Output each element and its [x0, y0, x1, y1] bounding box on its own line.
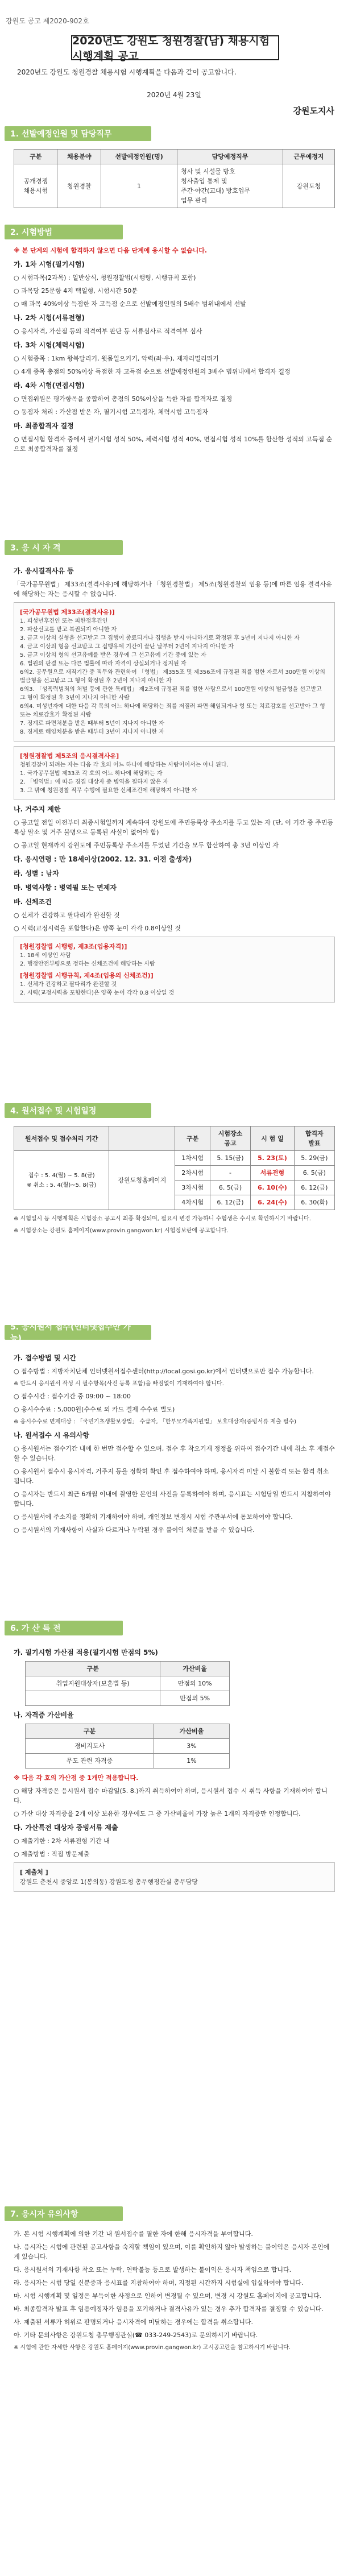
box-line: 2. 시력(교정시력을 포함한다)은 양쪽 눈이 각각 0.8 이상일 것 — [20, 990, 175, 996]
s6-ttl2: 나. 자격증 가산비율 — [14, 1711, 74, 1719]
bonus-line-4: ○ 제출방법 : 직접 방문제출 — [14, 1850, 90, 1858]
th: 시험장소 공고 — [210, 1127, 250, 1151]
notice-item: 마. 시험 시행계획 및 일정은 부득이한 사정으로 인하여 변경될 수 있으며, 변경 시 강원도 홈페이지에 공고합니다. — [14, 2292, 322, 2300]
s5-a2c: ○ 응시자는 반드시 최근 6개월 이내에 촬영한 본인의 사진을 등록하여야 하며, 응시표는 시험당일 반드시 지참하여야 합니다. — [14, 1490, 331, 1508]
cell: 취업지원대상자(보훈법 등) — [26, 1676, 160, 1691]
box-title: [국가공무원법 제33조(결격사유)] — [20, 608, 115, 616]
cell: 2차시험 — [175, 1166, 210, 1181]
s3-ttl5: 마. 병역사항 : 병역필 또는 면제자 — [14, 884, 117, 892]
cell: 청사 및 시설물 방호 청사출입 통제 및 주간·야간(교대) 방호업무 업무 관리 — [177, 164, 283, 208]
cell: - — [210, 1166, 250, 1181]
bonus-table-1 — [25, 1661, 230, 1706]
section-1-body — [14, 149, 335, 208]
section-2-body — [14, 246, 335, 457]
s5-ttl2: 나. 원서접수 시 유의사항 — [14, 1431, 90, 1439]
cell: 1% — [154, 1754, 230, 1769]
th: 채용분야 — [57, 150, 101, 164]
section-5-body — [14, 1349, 335, 1538]
th: 구분 — [26, 1662, 160, 1676]
cell: 6. 12(금) — [210, 1195, 250, 1210]
s3-ttl3: 다. 응시연령 : 만 18세이상(2002. 12. 31. 이전 출생자) — [14, 855, 192, 863]
step1-b: ○ 과목당 25문항 4지 택일형, 시험시간 50분 — [14, 287, 138, 295]
section-4-title: 4. 원서접수 및 시험일정 — [10, 1107, 97, 1116]
box-line: 1. 18세 이상인 사람 — [20, 952, 71, 959]
step2-a: ○ 응시자격, 가산점 등의 적격여부 판단 등 서류심사로 적격여부 심사 — [14, 328, 202, 335]
notice-item: 라. 응시자는 시험 당일 신분증과 응시표를 지참하여야 하며, 지정된 시간까지 시험실에 입실하여야 합니다. — [14, 2279, 304, 2287]
cell: 청원경찰 — [57, 164, 101, 208]
cell: 4차시험 — [175, 1195, 210, 1210]
th: 선발예정인원(명) — [101, 150, 177, 164]
section-6-header — [5, 1621, 123, 1635]
box-line: 5. 금고 이상의 형의 선고유예를 받은 경우에 그 선고유예 기간 중에 있는 자 — [20, 652, 206, 659]
step3-title: 다. 3차 시험(체력시험) — [14, 341, 85, 349]
cell: 6. 12(금) — [294, 1181, 334, 1195]
box-line: 3. 그 밖에 청원경찰 직무 수행에 필요한 신체조건에 해당하지 아니한 자 — [20, 788, 197, 794]
box-line: 2. 행정안전부령으로 정하는 신체조건에 해당하는 사람 — [20, 961, 155, 967]
step4-title: 라. 4차 시험(면접시험) — [14, 382, 85, 390]
section-1-title: 1. 선발예정인원 및 담당직무 — [10, 130, 112, 139]
cell: 5. 29(금) — [294, 1151, 334, 1166]
disqualification-box — [14, 602, 335, 742]
s5-a1c: ○ 접수시간 : 접수기간 중 09:00 ~ 18:00 — [14, 1393, 131, 1400]
table-row — [26, 1739, 230, 1754]
document-title-text: 2020년도 강원도 청원경찰(남) 채용시험 시행계획 공고 — [72, 35, 270, 63]
cell: 6. 10(수) — [251, 1181, 295, 1195]
section-7-body — [14, 2229, 335, 2355]
s3-ttl6: 바. 신체조건 — [14, 898, 52, 906]
th: 구분 — [26, 1724, 154, 1739]
cell — [26, 1691, 160, 1706]
submission-box — [14, 1862, 335, 1892]
notice-no: 제2020-902호 — [43, 17, 89, 25]
box-line: 6의3. 「성폭력범죄의 처벌 등에 관한 특례법」 제2조에 규정된 죄를 범한 사람으로서 100만원 이상의 벌금형을 선고받고 그 형이 확정된 후 3년이 지나지 아니한 사람 — [20, 686, 322, 701]
s5-a2e: ○ 응시원서의 기재사항이 사실과 다르거나 누락된 경우 불이익 처분을 받을 수 있습니다. — [14, 1526, 255, 1534]
submission-box-title: [ 제출처 ] — [20, 1869, 48, 1876]
cell: 5. 23(토) — [251, 1151, 295, 1166]
final-a: ○ 면접시험 합격자 중에서 필기시험 성적 50%, 체력시험 성적 40%, 면접시험 성적 10%를 합산한 성적의 고득점 순으로 최종합격자를 결정 — [14, 436, 333, 453]
cell: 경비지도사 — [26, 1739, 154, 1754]
schedule-table-header — [14, 1127, 335, 1151]
section-7-header — [5, 2206, 123, 2221]
th: 원서접수 및 접수처리 기간 — [14, 1127, 109, 1151]
bonus-line-1: ○ 해당 자격증은 응시원서 접수 마감일(5. 8.)까지 취득하여야 하며, 응시원서 접수 시 취득 사항을 기재하여야 합니다. — [14, 1787, 328, 1804]
bonus-warning: ※ 다음 각 호의 가산점 중 1개만 적용합니다. — [14, 1774, 139, 1782]
th: 가산비율 — [160, 1662, 230, 1676]
step3-b: ○ 4개 종목 총점의 50%이상 득점한 자 고득점 순으로 선발예정인원의 3배수 범위내에서 합격자 결정 — [14, 368, 291, 375]
th: 근무예정지 — [283, 150, 334, 164]
step4-b: ○ 동점자 처리 : 가산점 받은 자, 필기시험 고득점자, 체력시험 고득점자 — [14, 408, 209, 416]
th: 시 험 일 — [251, 1127, 295, 1151]
s3-a6b: ○ 시력(교정시력을 포함한다)은 양쪽 눈이 각각 0.8이상일 것 — [14, 925, 181, 932]
s5-a2d: ○ 응시원서에 주소지를 정확히 기재하여야 하며, 개인정보 변경시 시험 주관부서에 통보하여야 합니다. — [14, 1513, 293, 1521]
notice-prefix: 강원도 공고 — [6, 17, 41, 25]
cell: 5. 15(금) — [210, 1151, 250, 1166]
th — [109, 1127, 175, 1151]
s5-a1b: ※ 반드시 응시원서 작성 시 필수항목(사진 등록 포함)을 빠짐없이 기재하여야 합니다. — [14, 1381, 224, 1387]
section-3-header — [5, 540, 123, 555]
final-title: 마. 최종합격자 결정 — [14, 422, 74, 430]
guard-law-box — [14, 746, 335, 800]
cell: 무도 관련 자격증 — [26, 1754, 154, 1769]
s5-a1e: ※ 응시수수료 면제대상 : 「국민기초생활보장법」 수급자, 「한부모가족지원법」 보호대상자(증빙서류 제출 필수) — [14, 1419, 297, 1425]
table-row — [26, 1676, 230, 1691]
bonus-line-2: ○ 가산 대상 자격증을 2개 이상 보유한 경우에도 그 중 가산비율이 가장 높은 1개의 자격증만 인정합니다. — [14, 1810, 301, 1817]
table-row — [26, 1691, 230, 1706]
s3-a1: 「국가공무원법」 제33조(결격사유)에 해당하거나 「청원경찰법」 제5조(청원경찰의 임용 등)에 따른 임용 결격사유에 해당하는 자는 응시할 수 없습니다. — [14, 581, 332, 598]
cell: 만점의 10% — [160, 1676, 230, 1691]
s3-ttl2: 나. 거주지 제한 — [14, 805, 61, 813]
s5-a2b: ○ 응시원서 접수시 응시자격, 거주지 등을 정확히 확인 후 접수하여야 하며, 응시자격 미달 시 불합격 또는 합격 취소 됩니다. — [14, 1468, 329, 1485]
s3-a2b: ○ 공고일 현재까지 강원도에 주민등록상 주소지를 두었던 기간을 모두 합산하여 총 3년 이상인 자 — [14, 842, 279, 849]
section-5-header — [5, 1323, 151, 1343]
notice-date: 2020년 4월 23일 — [147, 91, 201, 99]
exam-note: ※ 본 단계의 시험에 합격하지 않으면 다음 단계에 응시할 수 없습니다. — [14, 247, 208, 254]
step2-title: 나. 2차 시험(서류전형) — [14, 314, 85, 322]
recruit-table-header — [14, 150, 335, 164]
box-title: [청원경찰법 시행규칙, 제4조(임용의 신체조건)] — [20, 972, 154, 979]
s3-a2: ○ 공고일 전일 이전부터 최종시험일까지 계속하여 강원도에 주민등록상 주소지를 두고 있는 자 (단, 이 기간 중 주민등록상 말소 및 거주 불명으로 등록된 사실이 없어야 함) — [14, 819, 334, 836]
bonus-table-2-header — [26, 1724, 230, 1739]
box-line: 1. 신체가 건강하고 팔다리가 완전할 것 — [20, 981, 117, 988]
section-4-header — [5, 1103, 151, 1118]
section-6-body — [14, 1643, 335, 1892]
section-3-title: 3. 응 시 자 격 — [10, 544, 61, 553]
cell: 6. 24(수) — [251, 1195, 295, 1210]
step4-a: ○ 면접위원은 평가항목을 종합하여 총점의 50%이상을 득한 자를 합격자로 결정 — [14, 395, 233, 403]
box-line: 2. 파산선고를 받고 복권되지 아니한 자 — [20, 627, 117, 633]
bonus-table-2 — [25, 1724, 230, 1769]
th: 합격자 발표 — [294, 1127, 334, 1151]
notice-number — [6, 16, 89, 26]
table-row — [26, 1754, 230, 1769]
guard-decree-box — [14, 937, 335, 1003]
box-line: 6의4. 미성년자에 대한 다음 각 목의 어느 하나에 해당하는 죄를 저질러 파면·해임되거나 형 또는 치료감호를 선고받아 그 형 또는 치료감호가 확정된 사람 — [20, 703, 325, 718]
box-line: 1. 피성년후견인 또는 피한정후견인 — [20, 618, 108, 624]
step3-a: ○ 시험종목 : 1km 왕복달리기, 윗몸일으키기, 악력(좌·우), 제자리멀리뛰기 — [14, 355, 219, 362]
bonus-line-3: ○ 제출기한 : 2차 서류전형 기간 내 — [14, 1837, 110, 1845]
cell: 강원도청 — [283, 164, 334, 208]
section-6-title: 6. 가 산 특 전 — [10, 1624, 61, 1633]
box-line: 6. 법원의 판결 또는 다른 법률에 따라 자격이 상실되거나 정지된 자 — [20, 661, 187, 667]
intro-text: 2020년도 강원도 청원경찰 채용시험 시행계획을 다음과 같이 공고합니다. — [17, 68, 237, 76]
s5-a1: ○ 접수방법 : 지방자치단체 인터넷원서접수센터(http://local.gosi.go.kr)에서 인터넷으로만 접수 가능합니다. — [14, 1368, 314, 1375]
s5-a1d: ○ 응시수수료 : 5,000원(수수료 외 카드 결제 수수료 별도) — [14, 1406, 175, 1413]
th: 구분 — [175, 1127, 210, 1151]
schedule-note-2: ※ 시험장소는 강원도 홈페이지(www.provin.gangwon.kr) 시험정보란에 공고합니다. — [14, 1228, 229, 1234]
s5-a2: ○ 응시원서는 접수기간 내에 한 번만 접수할 수 있으며, 접수 후 착오기재 정정을 위하여 접수기간 내에 취소 후 재접수할 수 있습니다. — [14, 1445, 335, 1462]
section-7-title: 7. 응시자 유의사항 — [10, 2210, 78, 2219]
cell: 6. 5(금) — [210, 1181, 250, 1195]
table-row — [14, 164, 335, 208]
cell: 6. 5(금) — [294, 1166, 334, 1181]
box-title: [청원경찰법 제5조의 응시결격사유] — [20, 752, 119, 760]
box-line: 8. 징계로 해임처분을 받은 때부터 3년이 지나지 아니한 자 — [20, 729, 164, 735]
section-2-title: 2. 시험방법 — [10, 228, 53, 237]
s6-ttl1: 가. 필기시험 가산점 적용(필기시험 만점의 5%) — [14, 1649, 158, 1656]
submission-address: 강원도 춘천시 중앙로 1(봉의동) 강원도청 총무행정관실 총무담당 — [20, 1878, 198, 1886]
s5-ttl1: 가. 접수방법 및 시간 — [14, 1354, 76, 1362]
th: 가산비율 — [154, 1724, 230, 1739]
notice-item: 아. 기타 문의사항은 강원도청 총무행정관실(☎ 033-249-2543)로 문의하시기 바랍니다. — [14, 2331, 258, 2339]
cell: 6. 30(화) — [294, 1195, 334, 1210]
th: 담당예정직무 — [177, 150, 283, 164]
section-1-header — [5, 126, 151, 141]
s3-ttl1: 가. 응시결격사유 등 — [14, 567, 74, 575]
notice-item: 다. 응시원서의 기재사항 착오 또는 누락, 연락불능 등으로 발생하는 불이익은 응시자 책임으로 합니다. — [14, 2266, 292, 2273]
notice-item: 사. 제출된 서류가 허위로 판명되거나 응시자격에 미달하는 경우에는 합격을 취소합니다. — [14, 2318, 253, 2326]
section-2-header — [5, 225, 123, 239]
section-3-body — [14, 562, 335, 1003]
box-title: [청원경찰법 시행령, 제3조(임용자격)] — [20, 943, 127, 950]
s3-ttl4: 라. 성별 : 남자 — [14, 869, 59, 877]
schedule-note-1: ※ 시험일시 등 시행계획은 시험장소 공고시 최종 확정되며, 필요시 변경 가능하니 수험생은 수시로 확인하시기 바랍니다. — [14, 1216, 311, 1222]
bonus-table-1-header — [26, 1662, 230, 1676]
notice-item: 나. 응시자는 시험에 관련된 공고사항을 숙지할 책임이 있으며, 이를 확인하지 않아 발생하는 불이익은 응시자 본인에게 있습니다. — [14, 2243, 330, 2260]
box-line: 7. 징계로 파면처분을 받은 때부터 5년이 지나지 아니한 자 — [20, 720, 164, 727]
box-line: 6의2. 공무원으로 재직기간 중 직무와 관련하여 「형법」 제355조 및 제356조에 규정된 죄를 범한 자로서 300만원 이상의 벌금형을 선고받고 그 형이 확정된 후 2년이 지나지 아니한 자 — [20, 669, 325, 684]
th: 구분 — [14, 150, 57, 164]
cell: 3% — [154, 1739, 230, 1754]
table-row — [14, 1151, 335, 1166]
box-line: 2. 「병역법」에 따른 징집 대상자 중 병역을 필하지 않은 자 — [20, 779, 169, 785]
section-5-title: 5. 응시원서 접수(인터넷접수만 가능) — [10, 1323, 131, 1343]
s6-ttl3: 다. 가산특전 대상자 증빙서류 제출 — [14, 1824, 118, 1832]
step1-a: ○ 시험과목(2과목) : 일반상식, 청원경찰법(시행령, 시행규칙 포함) — [14, 274, 196, 281]
document-title — [71, 35, 279, 63]
box-line: 3. 금고 이상의 실형을 선고받고 그 집행이 종료되거나 집행을 받지 아니하기로 확정된 후 5년이 지나지 아니한 자 — [20, 635, 300, 641]
cell: 강원도청홈페이지 — [109, 1151, 175, 1210]
cell: 1차시험 — [175, 1151, 210, 1166]
cell: 3차시험 — [175, 1181, 210, 1195]
cell: 접수 : 5. 4(월) ~ 5. 8(금) ※ 취소 : 5. 4(월)~5. 8(금) — [14, 1151, 109, 1210]
cell: 1 — [101, 164, 177, 208]
box-line: 4. 금고 이상의 형을 선고받고 그 집행유예 기간이 끝난 날부터 2년이 지나지 아니한 자 — [20, 644, 234, 650]
schedule-table — [14, 1126, 335, 1210]
box-line: 1. 국가공무원법 제33조 각 호의 어느 하나에 해당하는 자 — [20, 771, 163, 777]
footer-note: ※ 시험에 관한 자세한 사항은 강원도 홈페이지(www.provin.gangwon.kr) 고시공고란을 참고하시기 바랍니다. — [14, 2345, 291, 2351]
section-4-body — [14, 1126, 335, 1239]
recruit-table — [14, 149, 335, 208]
notice-item: 바. 최종합격자 발표 후 임용예정자가 임용을 포기하거나 결격사유가 있는 경우 추가 합격자를 결정할 수 있습니다. — [14, 2305, 324, 2313]
notice-item: 가. 본 시험 시행계획에 의한 기간 내 원서접수를 필한 자에 한해 응시자격을 부여합니다. — [14, 2230, 253, 2238]
cell: 공개경쟁 채용시험 — [14, 164, 57, 208]
cell: 서류전형 — [251, 1166, 295, 1181]
s3-a6: ○ 신체가 건강하고 팔다리가 완전할 것 — [14, 912, 120, 919]
box-line: 청원경찰이 되려는 자는 다음 각 호의 어느 하나에 해당하는 사람이어서는 아니 된다. — [20, 762, 229, 768]
issuer: 강원도지사 — [293, 106, 334, 116]
step1-c: ○ 매 과목 40%이상 득점한 자 고득점 순으로 선발예정인원의 5배수 범위내에서 선발 — [14, 300, 246, 308]
cell: 만점의 5% — [160, 1691, 230, 1706]
step1-title: 가. 1차 시험(필기시험) — [14, 260, 85, 268]
